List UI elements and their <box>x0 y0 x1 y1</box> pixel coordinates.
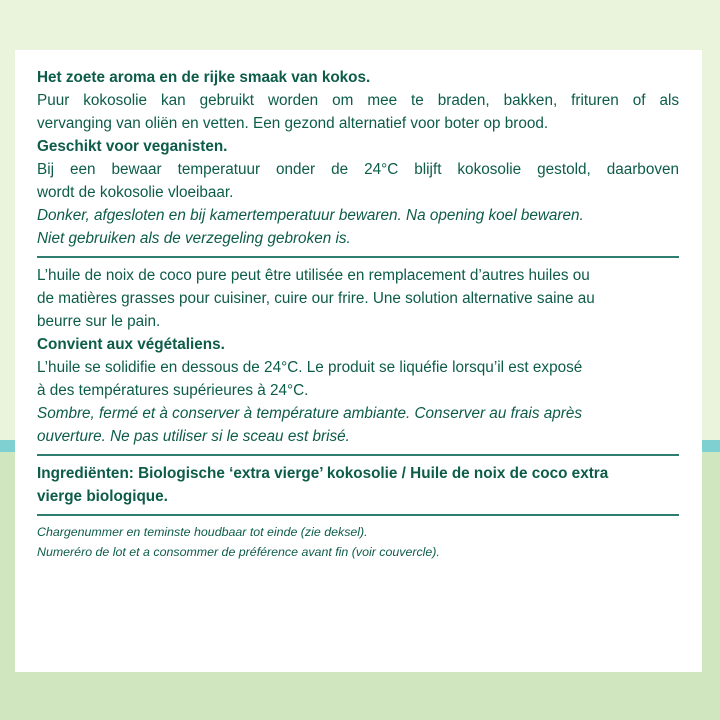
french-body-line: L’huile de noix de coco pure peut être utilisée en remplacement d’autres huiles ou <box>37 267 590 284</box>
french-body-line: beurre sur le pain. <box>37 313 161 330</box>
divider-rule <box>37 256 679 258</box>
french-storage-note: Sombre, fermé et à conserver à température ambiante. Conserver au frais après <box>37 405 582 422</box>
footer-line: Chargenummer en teminste houdbaar tot einde (zie deksel). <box>37 525 368 539</box>
divider-rule <box>37 514 679 516</box>
dutch-storage-note: Niet gebruiken als de verzegeling gebroken is. <box>37 230 351 247</box>
dutch-body-line: vervanging van oliën en vetten. Een gezond alternatief voor boter op brood. <box>37 115 549 132</box>
french-storage-line: L’huile se solidifie en dessous de 24°C. Le produit se liquéfie lorsqu’il est exposé <box>37 359 583 376</box>
footer-section <box>37 522 679 562</box>
divider-rule <box>37 454 679 456</box>
french-storage-note: ouverture. Ne pas utiliser si le sceau est brisé. <box>37 428 350 445</box>
ingredients-section <box>37 462 679 508</box>
dutch-body-line: Puur kokosolie kan gebruikt worden om mee te braden, bakken, frituren of als <box>37 92 679 109</box>
footer-line: Numeréro de lot et a consommer de préférence avant fin (voir couvercle). <box>37 545 440 559</box>
french-vegan-heading: Convient aux végétaliens. <box>37 336 225 353</box>
dutch-storage-line: Bij een bewaar temperatuur onder de 24°C blijft kokosolie gestold, daarboven <box>37 161 679 178</box>
ingredients-line: Ingrediënten: Biologische ‘extra vierge’ kokosolie / Huile de noix de coco extra <box>37 465 609 482</box>
french-body-line: de matières grasses pour cuisiner, cuire our frire. Une solution alternative saine au <box>37 290 595 307</box>
label-panel <box>15 50 702 672</box>
dutch-storage-line: wordt de kokosolie vloeibaar. <box>37 184 234 201</box>
dutch-vegan-heading: Geschikt voor veganisten. <box>37 138 228 155</box>
dutch-heading: Het zoete aroma en de rijke smaak van kokos. <box>37 69 371 86</box>
french-storage-line: à des températures supérieures à 24°C. <box>37 382 309 399</box>
french-section <box>37 264 679 448</box>
dutch-storage-note: Donker, afgesloten en bij kamertemperatuur bewaren. Na opening koel bewaren. <box>37 207 584 224</box>
ingredients-line: vierge biologique. <box>37 488 168 505</box>
dutch-section <box>37 66 679 250</box>
